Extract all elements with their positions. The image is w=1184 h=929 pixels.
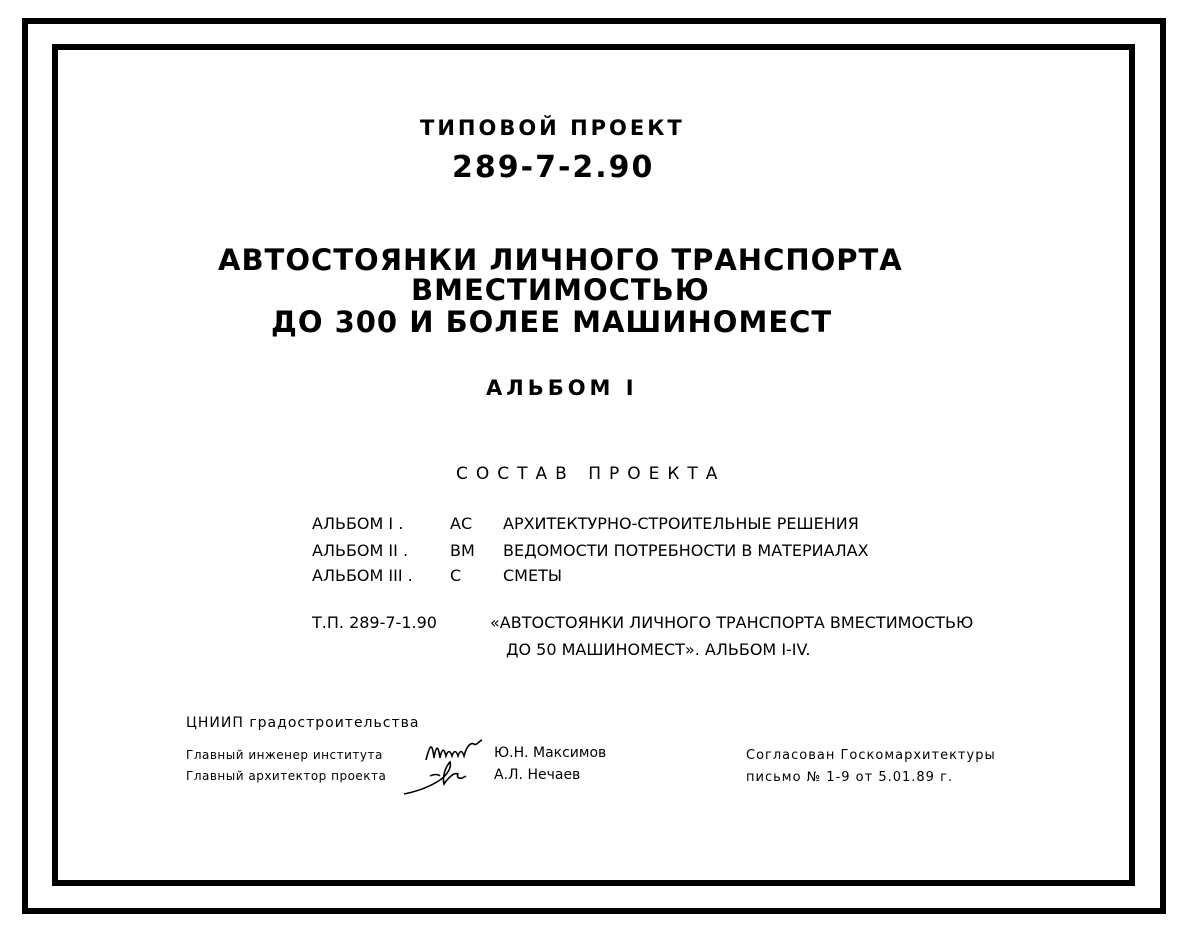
role-title: Главный архитектор проекта — [186, 769, 387, 783]
approval-line-1: Согласован Госкомархитектуры — [746, 748, 996, 763]
title-line-1: АВТОСТОЯНКИ ЛИЧНОГО ТРАНСПОРТА — [218, 243, 903, 277]
title-line-3: ДО 300 И БОЛЕЕ МАШИНОМЕСТ — [271, 305, 833, 339]
person-name: А.Л. Нечаев — [494, 767, 581, 783]
album-name: АЛЬБОМ I . — [312, 514, 404, 533]
role-title: Главный инженер института — [186, 748, 383, 762]
album-code: С — [450, 566, 462, 585]
album-description: ВЕДОМОСТИ ПОТРЕБНОСТИ В МАТЕРИАЛАХ — [503, 541, 869, 560]
album-name: АЛЬБОМ II . — [312, 541, 409, 560]
album-code: ВМ — [450, 541, 475, 560]
signature-chief-architect — [400, 758, 472, 798]
person-name: Ю.Н. Максимов — [494, 745, 607, 761]
title-line-2: ВМЕСТИМОСТЬЮ — [411, 273, 710, 307]
composition-title: СОСТАВ ПРОЕКТА — [456, 464, 726, 484]
album-description: СМЕТЫ — [503, 566, 562, 585]
reference-text-line-2: ДО 50 МАШИНОМЕСТ». АЛЬБОМ I-IV. — [506, 640, 811, 659]
album-heading: АЛЬБОМ I — [486, 376, 638, 400]
album-code: АС — [450, 514, 473, 533]
organization-name: ЦНИИП градостроительства — [186, 715, 420, 731]
project-number: 289-7-2.90 — [452, 150, 655, 185]
approval-line-2: письмо № 1-9 от 5.01.89 г. — [746, 770, 954, 785]
album-name: АЛЬБОМ III . — [312, 566, 413, 585]
reference-text-line-1: «АВТОСТОЯНКИ ЛИЧНОГО ТРАНСПОРТА ВМЕСТИМОСТЬЮ — [490, 613, 974, 632]
album-description: АРХИТЕКТУРНО-СТРОИТЕЛЬНЫЕ РЕШЕНИЯ — [503, 514, 859, 533]
reference-number: Т.П. 289-7-1.90 — [312, 613, 437, 632]
project-type-label: ТИПОВОЙ ПРОЕКТ — [420, 116, 685, 140]
